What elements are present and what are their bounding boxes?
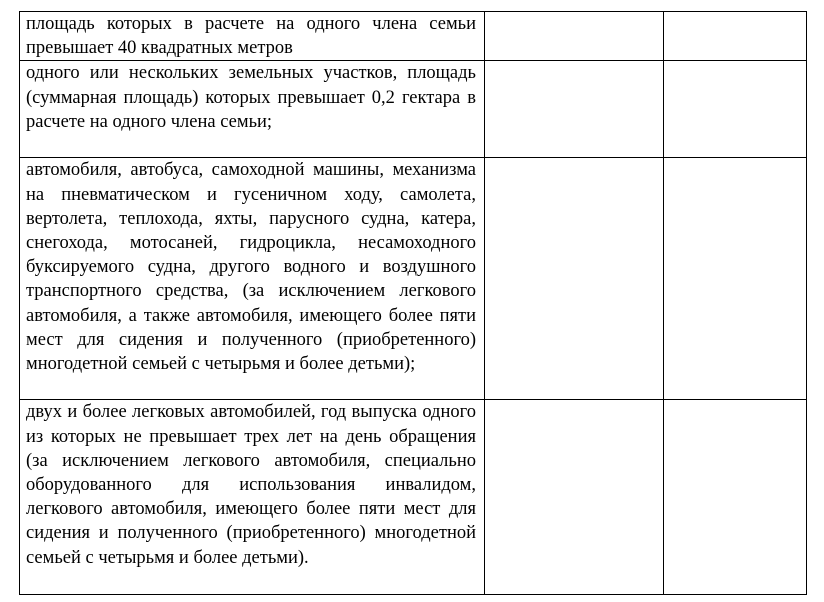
- empty-cell: [664, 61, 807, 158]
- row-text: двух и более легковых автомобилей, год выпуска одного из которых не превышает трех лет на день обращения (за исключением легкового автомобиля, специально оборудованного для использования инвалидом, легкового автомобиля, имеющего более пяти мест для сидения и полученного (приобретенного) многодетной семьей с четырьмя и более детьми).: [26, 402, 476, 568]
- empty-cell: [664, 12, 807, 61]
- empty-cell: [664, 158, 807, 400]
- empty-cell: [485, 12, 664, 61]
- description-cell: [20, 12, 485, 61]
- table-row: [20, 400, 807, 595]
- description-cell: [20, 158, 485, 400]
- row-text: одного или нескольких земельных участков, площадь (суммарная площадь) которых превышает 0,2 гектара в расчете на одного члена семьи;: [26, 63, 476, 132]
- table-row: [20, 61, 807, 158]
- description-cell: [20, 400, 485, 595]
- empty-cell: [485, 61, 664, 158]
- description-cell: [20, 61, 485, 158]
- empty-cell: [664, 400, 807, 595]
- table-row: [20, 158, 807, 400]
- property-table: [19, 11, 807, 595]
- row-text: площадь которых в расчете на одного члена семьи превышает 40 квадратных метров: [26, 14, 476, 59]
- empty-cell: [485, 400, 664, 595]
- row-text: автомобиля, автобуса, самоходной машины, механизма на пневматическом и гусеничном ходу, самолета, вертолета, теплохода, яхты, парусного судна, катера, снегохода, мотосаней, гидроцикла, несамоходного буксируемого судна, другого водного и воздушного транспортного средства, (за исключением легкового автомобиля, а также автомобиля, имеющего более пяти мест для сидения и полученного (приобретенного) многодетной семьей с четырьмя и более детьми);: [26, 160, 476, 375]
- empty-cell: [485, 158, 664, 400]
- table-row: [20, 12, 807, 61]
